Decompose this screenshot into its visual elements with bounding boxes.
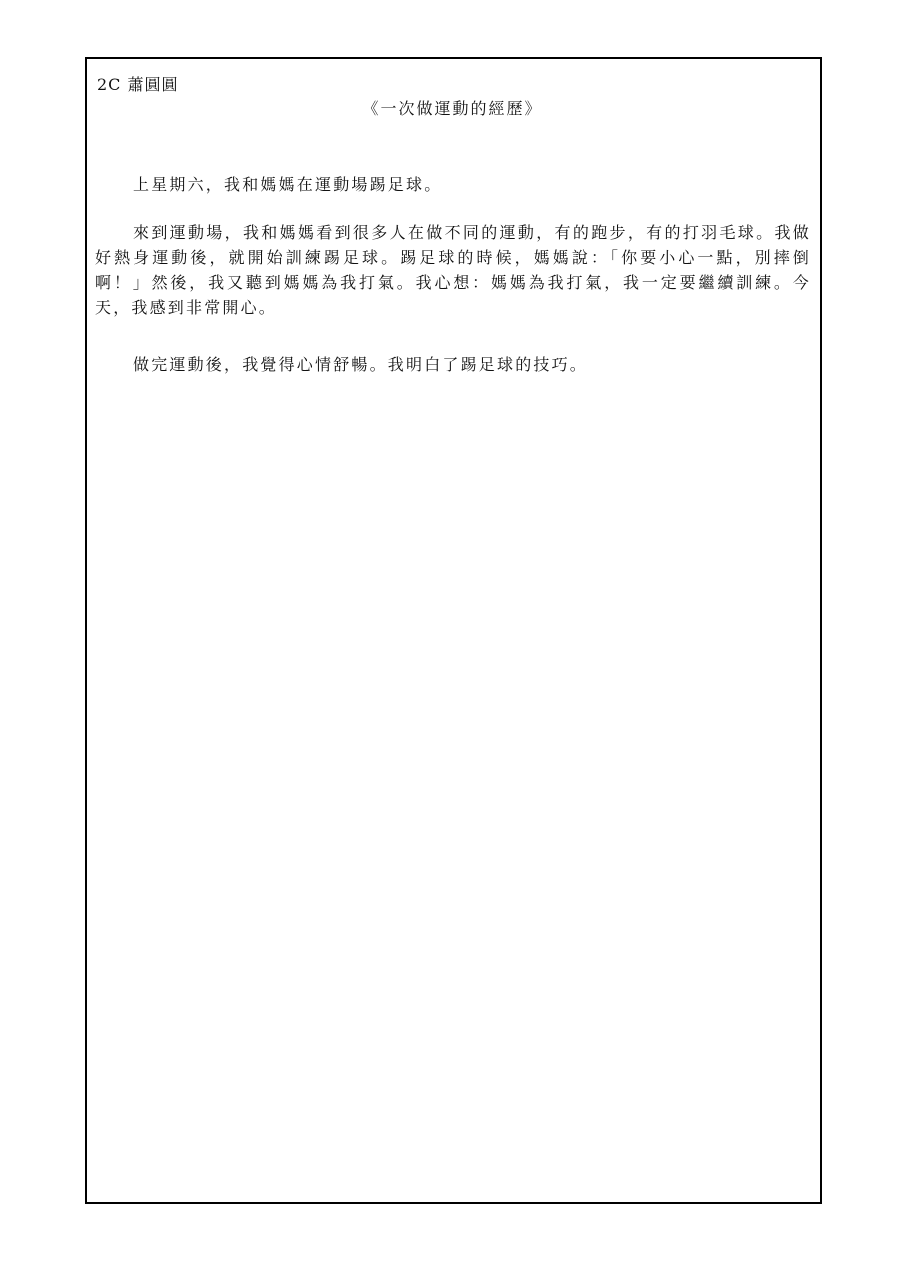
author-label: 2C 蕭圓圓 — [97, 75, 179, 94]
essay-paragraph-2: 來到運動場，我和媽媽看到很多人在做不同的運動，有的跑步，有的打羽毛球。我做好熱身運動後，就開始訓練踢足球。踢足球的時候，媽媽說：「你要小心一點，別摔倒啊！」然後，我又聽到媽媽為我打氣。我心想：媽媽為我打氣，我一定要繼續訓練。今天，我感到非常開心。 — [95, 223, 811, 317]
essay-paragraph-3: 做完運動後，我覺得心情舒暢。我明白了踢足球的技巧。 — [133, 355, 589, 374]
essay-paragraph-1: 上星期六，我和媽媽在運動場踢足球。 — [133, 175, 443, 194]
essay-title: 《一次做運動的經歷》 — [362, 99, 543, 118]
